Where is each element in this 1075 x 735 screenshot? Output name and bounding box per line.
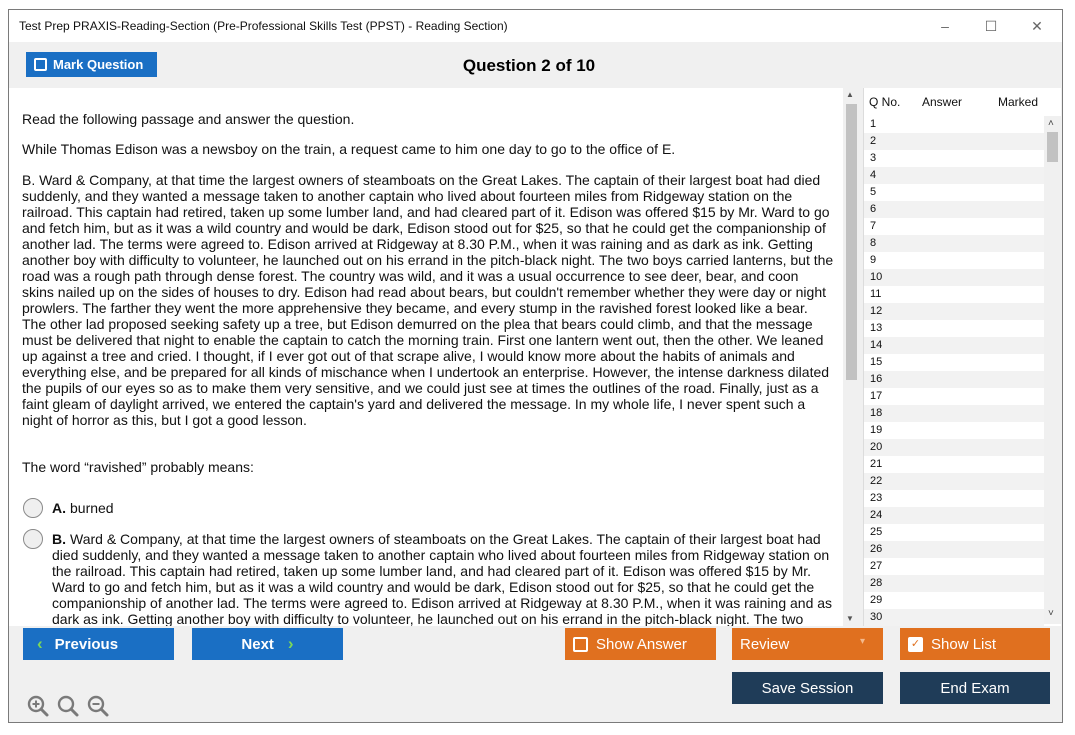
show-list-button[interactable] — [900, 628, 1050, 660]
list-scroll-thumb[interactable] — [1047, 132, 1058, 162]
show-answer-checkbox-icon — [573, 637, 588, 652]
question-list-row[interactable] — [864, 303, 1044, 320]
close-button[interactable]: ✕ — [1031, 18, 1043, 34]
show-answer-label: Show Answer — [596, 635, 687, 653]
question-list-row[interactable] — [864, 286, 1044, 303]
option-b-radio[interactable] — [23, 529, 43, 549]
question-list-row[interactable] — [864, 558, 1044, 575]
question-number: 12 — [870, 305, 883, 317]
question-list-row[interactable] — [864, 507, 1044, 524]
review-label: Review — [740, 635, 790, 653]
question-number: 14 — [870, 339, 883, 351]
question-list-row[interactable] — [864, 252, 1044, 269]
question-list-row[interactable] — [864, 218, 1044, 235]
question-number: 21 — [870, 458, 883, 470]
question-list-row[interactable] — [864, 269, 1044, 286]
option-a-radio[interactable] — [23, 498, 43, 518]
next-button[interactable] — [192, 628, 343, 660]
question-list-header — [864, 88, 1062, 116]
question-number: 4 — [870, 169, 877, 181]
question-number: 2 — [870, 135, 877, 147]
question-number: 11 — [870, 288, 882, 300]
zoom-out-icon[interactable] — [86, 694, 110, 718]
question-list-row[interactable] — [864, 320, 1044, 337]
col-marked: Marked — [998, 95, 1039, 109]
zoom-reset-icon[interactable] — [56, 694, 80, 718]
question-number: 25 — [870, 526, 883, 538]
question-number: 6 — [870, 203, 877, 215]
question-list-row[interactable] — [864, 575, 1044, 592]
content-scroll-thumb[interactable] — [846, 104, 857, 380]
content-scrollbar[interactable] — [843, 88, 859, 626]
question-list-row[interactable] — [864, 609, 1044, 626]
scroll-up-icon[interactable]: ▲ — [846, 90, 854, 99]
save-session-button[interactable] — [732, 672, 883, 704]
question-number: 3 — [870, 152, 877, 164]
question-number: 16 — [870, 373, 883, 385]
previous-label: Previous — [54, 635, 119, 653]
end-exam-label: End Exam — [940, 679, 1010, 697]
option-a-text: burned — [70, 500, 114, 516]
previous-button[interactable] — [23, 628, 174, 660]
question-number: 1 — [870, 118, 877, 130]
instruction-text: Read the following passage and answer the question. — [22, 111, 355, 127]
mark-question-label: Mark Question — [53, 57, 144, 72]
question-number: 28 — [870, 577, 883, 589]
question-number: 17 — [870, 390, 883, 402]
chevron-left-icon: ‹ — [37, 634, 43, 653]
passage-body: B. Ward & Company, at that time the largest owners of steamboats on the Great Lakes. The captain of their largest boat had died suddenly, and they wanted a message taken to another captain who lived about fourteen miles from Ridgeway station on the railroad. This captain had retired, taken up some lumber land, and had cleared part of it. Edison was offered $15 by Mr. Ward to go and fetch him, but as it was a wild country and would be dark, Edison stood out for $25, so that he could get the companionship of another lad. The terms were agreed to. Edison arrived at Ridgeway at 8.30 P.M., when it was raining and as dark as ink. Getting another boy with difficulty to volunteer, he launched out on his errand in the pitch-black night. The two boys carried lanterns, but the road was a rough path through dense forest. The country was wild, and it was a usual occurrence to see deer, bear, and coon skins nailed up on the sides of houses to dry. Edison had read about bears, but couldn't remember whether they were day or night prowlers. The farther they went the more apprehensive they became, and every stump in the ravished forest looked like a bear. The other lad proposed seeking safety up a tree, but Edison demurred on the plea that bears could climb, and that the message must be delivered that night to enable the captain to catch the morning train. First one lantern went out, then the other. We leaned up against a tree and cried. I thought, if I ever got out of that scrape alive, I would know more about the habits of animals and everything else, and be prepared for all kinds of mischance when I undertook an enterprise. However, the intense darkness dilated the pupils of our eyes so as to make them very sensitive, and we could just see at times the outlines of the road. Finally, just as a faint gleam of daylight arrived, we entered the captain's yard and delivered the message. In my whole life, I never spent such a night of horror as this, but I got a good lesson. — [22, 172, 834, 428]
question-list-row[interactable] — [864, 337, 1044, 354]
list-scroll-down-icon[interactable]: ˅ — [1048, 608, 1054, 619]
app-window — [8, 9, 1063, 723]
question-list-row[interactable] — [864, 371, 1044, 388]
question-list-row[interactable] — [864, 439, 1044, 456]
question-list-row[interactable] — [864, 592, 1044, 609]
question-number: 9 — [870, 254, 877, 266]
question-list-row[interactable] — [864, 133, 1044, 150]
question-prompt: The word “ravished” probably means: — [22, 459, 254, 475]
col-q-no: Q No. — [869, 95, 901, 109]
question-number: 13 — [870, 322, 883, 334]
question-content — [9, 88, 859, 626]
scroll-down-icon[interactable]: ▼ — [846, 614, 854, 623]
question-number: 22 — [870, 475, 883, 487]
question-list-row[interactable] — [864, 201, 1044, 218]
chevron-right-icon: › — [287, 634, 294, 653]
question-list-panel — [863, 88, 1061, 626]
save-session-label: Save Session — [761, 679, 854, 697]
question-number: 26 — [870, 543, 883, 555]
question-number: 18 — [870, 407, 883, 419]
end-exam-button[interactable] — [900, 672, 1050, 704]
question-title: Question 2 of 10 — [462, 56, 596, 75]
question-list-row[interactable] — [864, 116, 1044, 133]
show-answer-button[interactable] — [565, 628, 716, 660]
question-number: 8 — [870, 237, 877, 249]
minimize-button[interactable]: – — [941, 18, 949, 34]
question-number: 20 — [870, 441, 883, 453]
question-list-row[interactable] — [864, 184, 1044, 201]
next-label: Next — [241, 635, 274, 653]
question-number: 15 — [870, 356, 883, 368]
show-list-checkbox-icon: ✓ — [908, 637, 923, 652]
chevron-down-icon: ▾ — [860, 636, 866, 647]
question-list-row[interactable] — [864, 456, 1044, 473]
passage-intro: While Thomas Edison was a newsboy on the train, a request came to him one day to go to the office of E. — [22, 141, 676, 157]
list-scrollbar[interactable] — [1044, 116, 1061, 624]
question-number: 10 — [870, 271, 883, 283]
question-number: 5 — [870, 186, 877, 198]
question-list-row[interactable] — [864, 473, 1044, 490]
question-number: 27 — [870, 560, 883, 572]
question-number: 24 — [870, 509, 883, 521]
question-header — [9, 42, 1062, 88]
option-a-letter: A. — [52, 500, 66, 516]
option-b-text: Ward & Company, at that time the largest owners of steamboats on the Great Lakes. The captain of their largest boat had died suddenly, and they wanted a message taken to another captain who lived about fourteen miles from Ridgeway station on the railroad. This captain had retired, taken up some lumber land, and had cleared part of it. Edison was offered $15 by Mr. Ward to go and fetch him, but as it was a wild country and would be dark, Edison stood out for $25, so that he could get the companionship of another lad. The terms were agreed to. Edison arrived at Ridgeway at 8.30 P.M., when it was raining and as dark as ink. Getting another boy with difficulty to volunteer, he launched out on his errand in the pitch-black night. The two — [52, 531, 833, 626]
question-list-row[interactable] — [864, 541, 1044, 558]
question-list — [864, 116, 1044, 626]
maximize-button[interactable]: ☐ — [984, 18, 998, 34]
question-list-row[interactable] — [864, 524, 1044, 541]
question-number: 7 — [870, 220, 877, 232]
zoom-in-icon[interactable] — [26, 694, 50, 718]
option-b-letter: B. — [52, 531, 66, 547]
question-list-row[interactable] — [864, 167, 1044, 184]
question-list-row[interactable] — [864, 490, 1044, 507]
question-number: 30 — [870, 611, 883, 623]
question-number: 19 — [870, 424, 883, 436]
question-list-row[interactable] — [864, 150, 1044, 167]
question-number: 29 — [870, 594, 883, 606]
footer-bar — [9, 626, 1062, 723]
question-list-row[interactable] — [864, 388, 1044, 405]
title-bar — [9, 10, 1062, 42]
question-list-row[interactable] — [864, 405, 1044, 422]
question-list-row[interactable] — [864, 235, 1044, 252]
show-list-label: Show List — [931, 635, 997, 653]
list-scroll-up-icon[interactable]: ˄ — [1048, 118, 1054, 129]
col-answer: Answer — [922, 95, 963, 109]
question-list-row[interactable] — [864, 354, 1044, 371]
window-title: Test Prep PRAXIS-Reading-Section (Pre-Professional Skills Test (PPST) - Reading Section) — [19, 19, 508, 33]
question-number: 23 — [870, 492, 883, 504]
question-list-row[interactable] — [864, 422, 1044, 439]
review-dropdown[interactable] — [732, 628, 883, 660]
